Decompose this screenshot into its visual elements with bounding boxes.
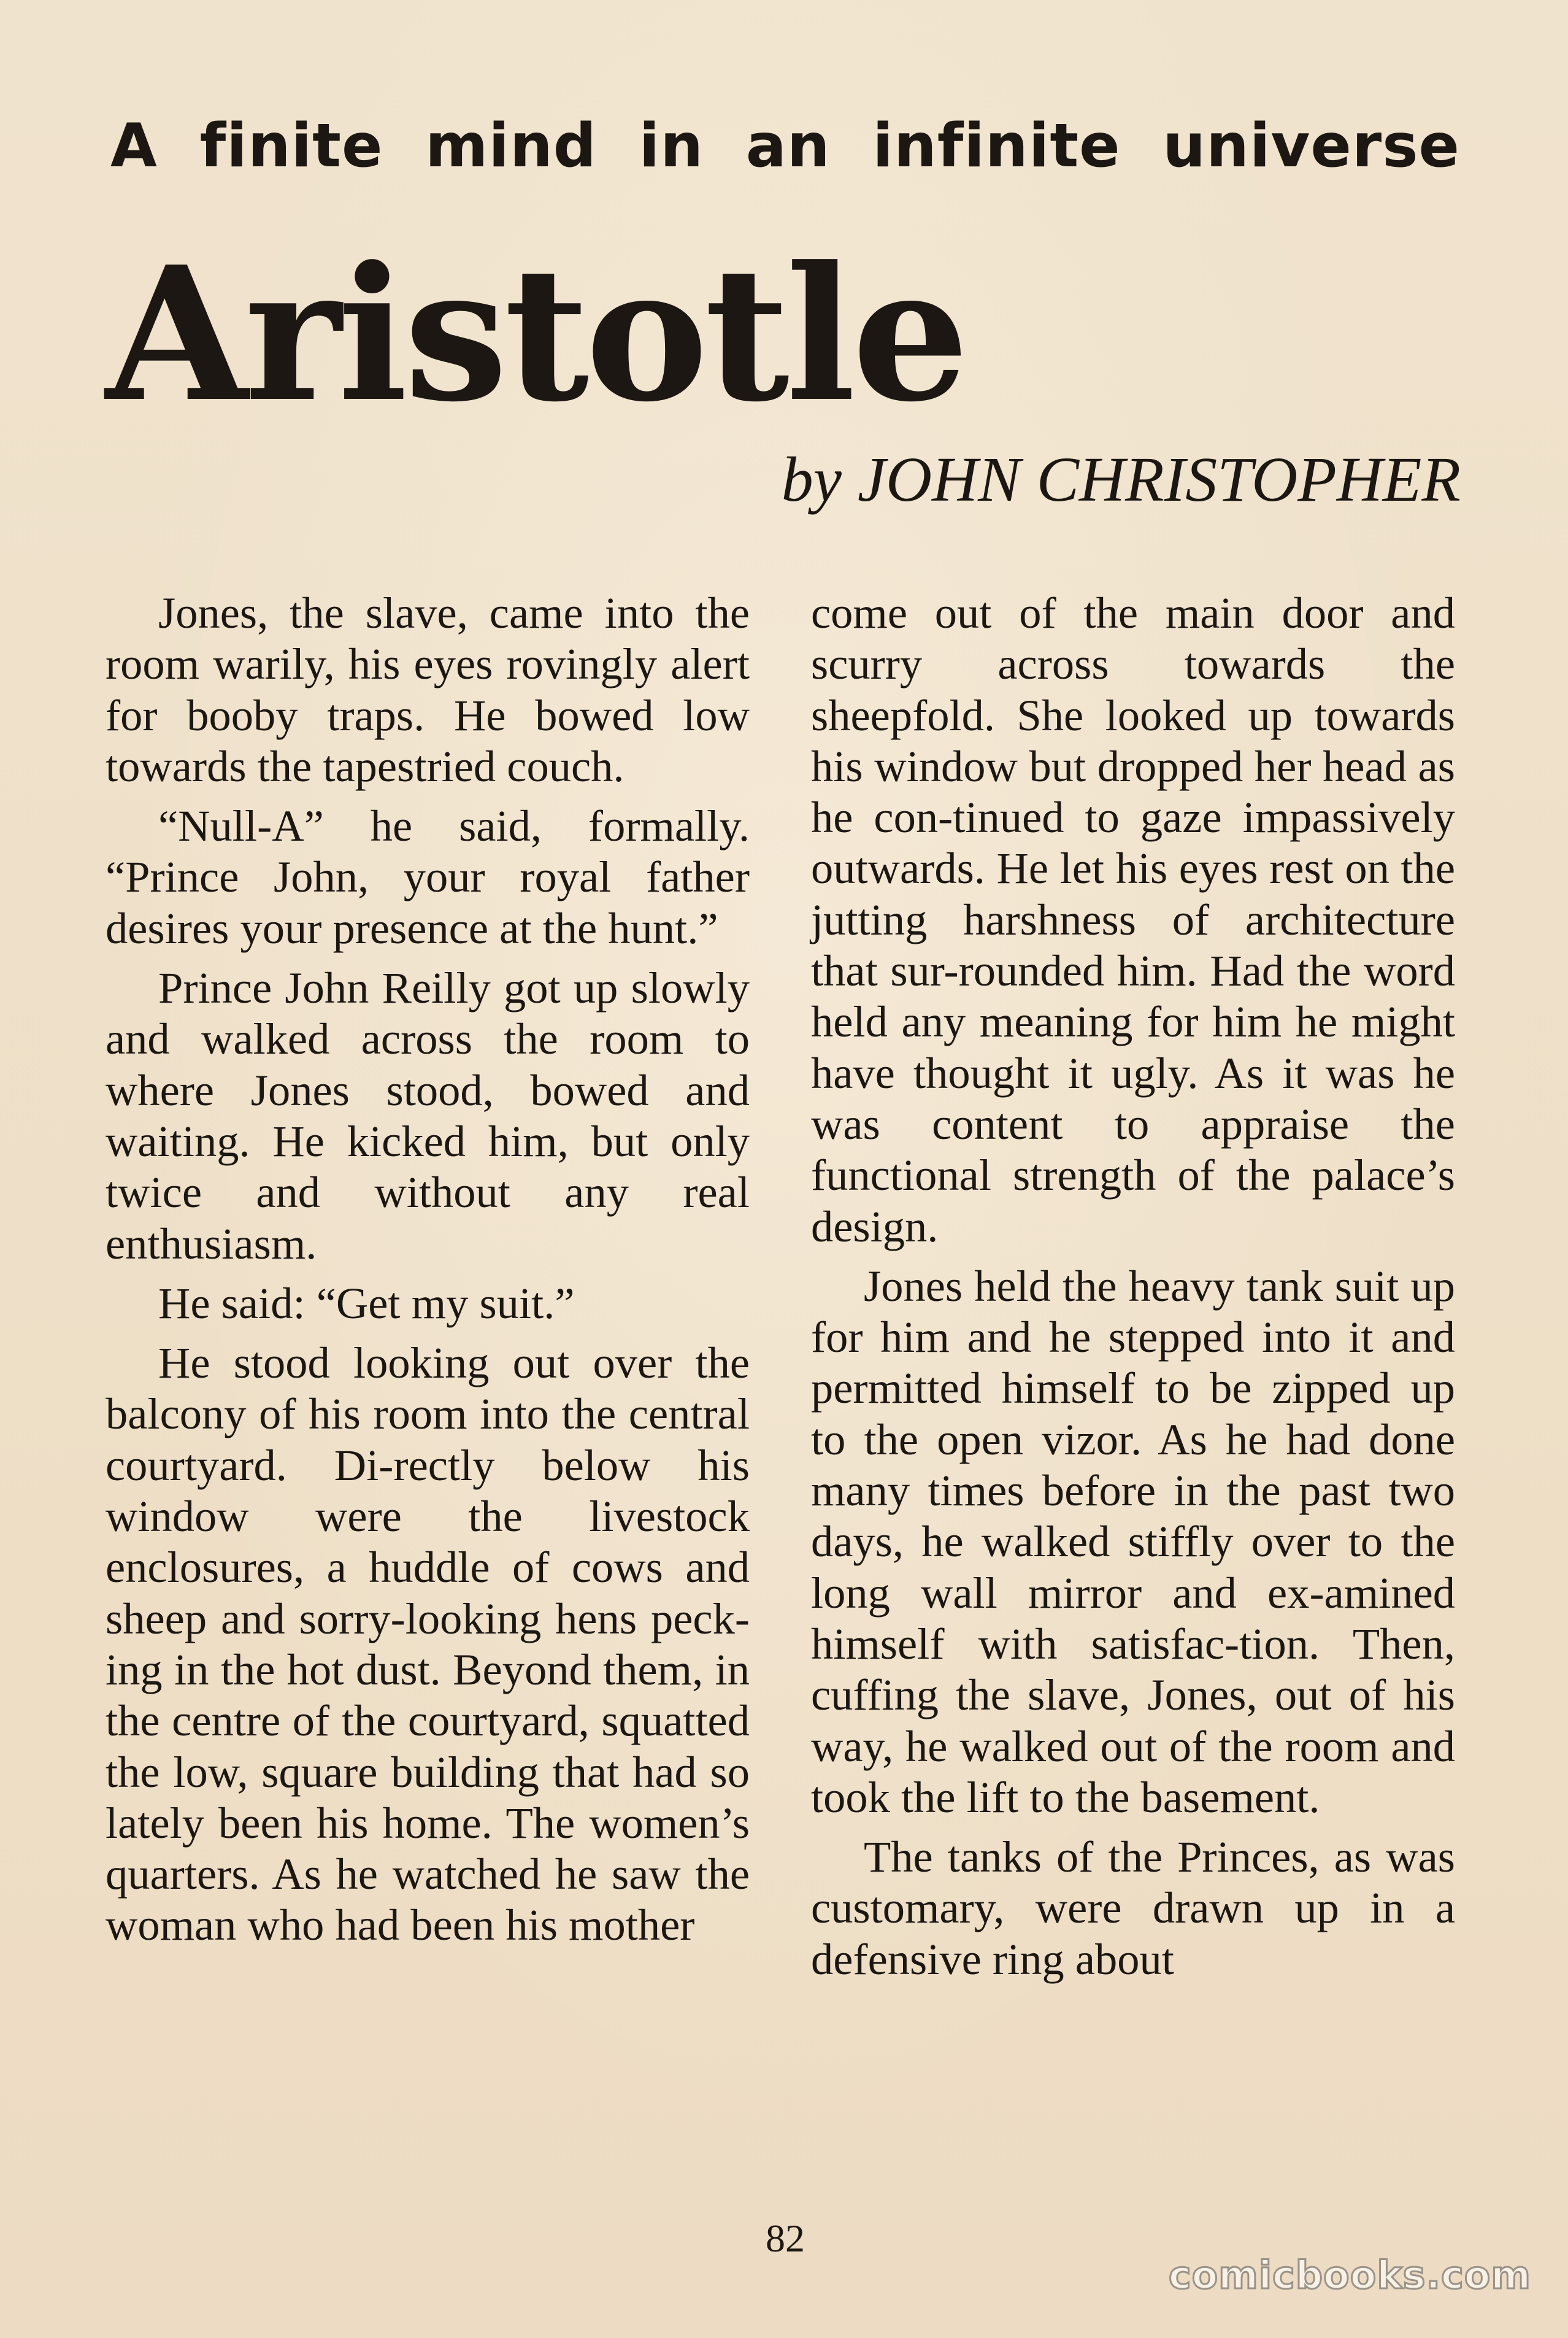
left-text-column — [106, 587, 750, 1959]
paragraph: He said: “Get my suit.” — [158, 1278, 575, 1328]
paragraph-continued: come out of the main door and scurry across towards the sheepfold. She looked up towards his window but dropped her head as he con-tinued to gaze impassively outwards. He let his eyes rest on the jutting harshness of architecture that sur-rounded him. Had the word held any meaning for him he might have thought it ugly. As it was he was content to appraise the functional strength of the palace’s design. — [811, 588, 1455, 1251]
paragraph: “Null-A” he said, formally. “Prince John, your royal father desires your presence at the hunt.” — [106, 801, 750, 953]
author-byline: by JOHN CHRISTOPHER — [781, 444, 1461, 515]
site-watermark: comicbooks.com — [1168, 2253, 1531, 2297]
story-title: Aristotle — [106, 226, 966, 442]
paragraph: Jones, the slave, came into the room warily, his eyes rovingly alert for booby traps. He bowed low towards the tapestried couch. — [106, 588, 750, 791]
paragraph: He stood looking out over the balcony of his room into the central courtyard. Di-rectly below his window were the livestock enclosures, a huddle of cows and sheep and sorry-looking hens peck-ing in the hot dust. Beyond them, in the centre of the courtyard, squatted the low, square building that had so lately been his home. The women’s quarters. As he watched he saw the woman who had been his mother — [106, 1338, 750, 1950]
right-text-column — [811, 587, 1455, 1993]
story-tagline: A finite mind in an infinite universe — [110, 111, 1460, 181]
paragraph: The tanks of the Princes, as was customary, were drawn up in a defensive ring about — [811, 1832, 1455, 1984]
paragraph: Prince John Reilly got up slowly and walked across the room to where Jones stood, bowed and waiting. He kicked him, but only twice and without any real enthusiasm. — [106, 963, 750, 1268]
paragraph: Jones held the heavy tank suit up for him and he stepped into it and permitted himself to be zipped up to the open vizor. As he had done many times before in the past two days, he walked stiffly over to the long wall mirror and ex-amined himself with satisfac-tion. Then, cuffing the slave, Jones, out of his way, he walked out of the room and took the lift to the basement. — [811, 1260, 1455, 1822]
page-number: 82 — [766, 2216, 805, 2260]
